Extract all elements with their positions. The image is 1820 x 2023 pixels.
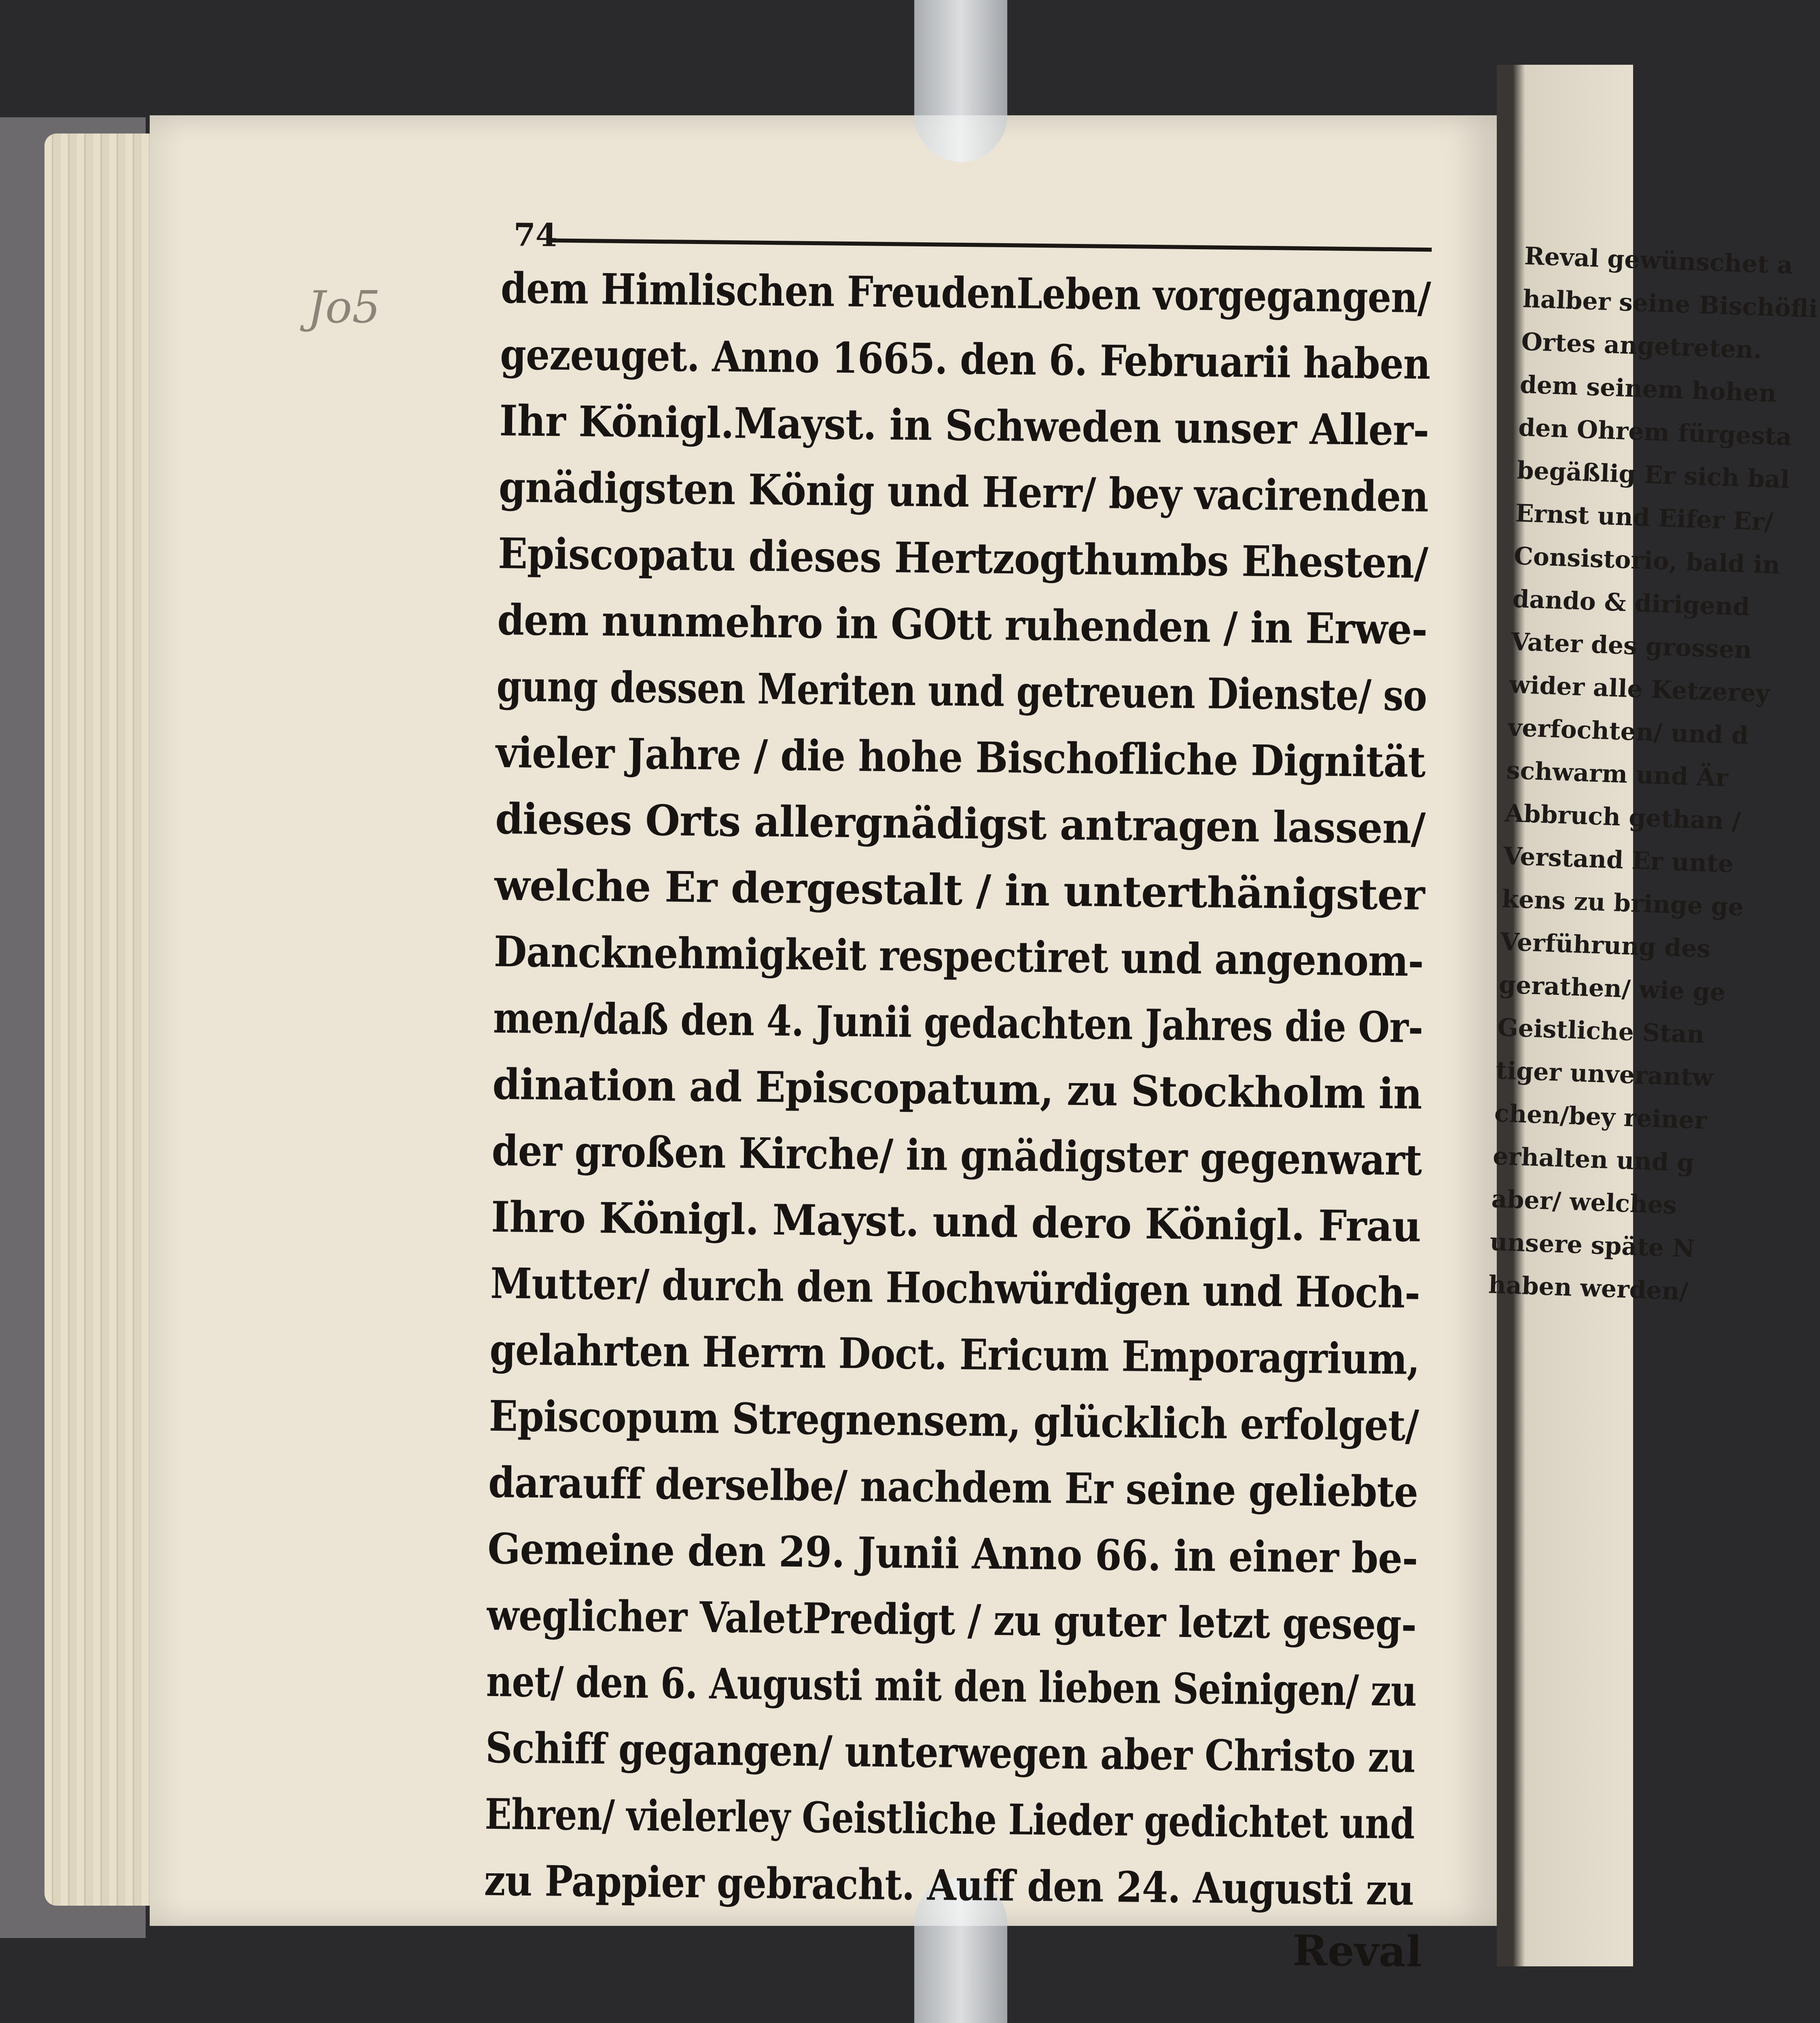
catchword: Reval xyxy=(1292,1925,1422,1977)
text-line: Episcopatu dieses Hertzogthumbs Ehesten/ xyxy=(498,528,1428,588)
text-line: zu Pappier gebracht. Auff den 24. Augusti zu xyxy=(484,1855,1414,1915)
text-line: vieler Jahre / die hohe Bischofliche Dignität xyxy=(496,727,1426,787)
text-line: gung dessen Meriten und getreuen Dienste/ so xyxy=(496,661,1427,721)
facing-line: schwarm und Är xyxy=(1506,756,1729,793)
facing-line: haben werden/ xyxy=(1488,1270,1689,1306)
header-rule xyxy=(550,238,1432,252)
facing-page xyxy=(1488,65,1818,1966)
text-line: weglicher ValetPredigt / zu guter letzt geseg- xyxy=(487,1590,1417,1650)
facing-line: den Ohrem fürgesta xyxy=(1518,413,1792,452)
facing-line: chen/bey reiner xyxy=(1494,1099,1708,1135)
text-line: dem Himlischen FreudenLeben vorgegangen/ xyxy=(500,263,1431,323)
facing-line: Geistliche Stan xyxy=(1497,1013,1705,1049)
facing-line: Verführung des xyxy=(1500,927,1711,964)
page-clip-top xyxy=(914,0,1007,162)
text-line: gnädigsten König und Herr/ bey vacirenden xyxy=(498,462,1429,522)
facing-line: gerathen/ wie ge xyxy=(1498,970,1726,1007)
text-line: darauff derselbe/ nachdem Er seine geliebte xyxy=(488,1457,1418,1517)
facing-page-text xyxy=(1488,235,1818,1310)
facing-line: Vater des grossen xyxy=(1510,628,1752,665)
pencil-annotation: Jo5 xyxy=(307,281,381,333)
facing-line: Verstand Er unte xyxy=(1503,842,1734,878)
facing-line: wider alle Ketzerey xyxy=(1509,670,1771,708)
text-line: der großen Kirche/ in gnädigster gegenwart xyxy=(492,1125,1422,1185)
facing-line: aber/ welches xyxy=(1491,1185,1677,1220)
facing-line: Ernst und Eifer Er/ xyxy=(1515,499,1774,536)
page-edges xyxy=(44,134,162,1906)
facing-line: Reval gewünschet a xyxy=(1523,242,1794,280)
text-line: net/ den 6. Augusti mit den lieben Seinigen/ zu xyxy=(486,1656,1417,1716)
facing-line: dando & dirigend xyxy=(1512,585,1750,621)
page-number: 74 xyxy=(513,216,558,254)
text-line: Gemeine den 29. Junii Anno 66. in einer be- xyxy=(487,1523,1418,1583)
facing-line: verfochten/ und d xyxy=(1507,713,1749,751)
facing-line: unsere späte N xyxy=(1489,1228,1695,1264)
text-line: gezeuget. Anno 1665. den 6. Februarii haben xyxy=(500,329,1430,389)
text-line: dieses Orts allergnädigst antragen lassen/ xyxy=(495,793,1426,853)
facing-line: Consistorio, bald in xyxy=(1513,542,1781,580)
text-line: welche Er dergestalt / in unterthänigster xyxy=(494,860,1425,920)
text-line: Schiff gegangen/ unterwegen aber Christo zu xyxy=(485,1722,1416,1782)
facing-line: tiger unverantw xyxy=(1495,1056,1714,1092)
text-line: Ehren/ vielerley Geistliche Lieder gedichtet und xyxy=(484,1789,1415,1849)
text-line: dem nunmehro in GOtt ruhenden / in Erwe- xyxy=(497,594,1428,655)
facing-line: Abbruch gethan / xyxy=(1504,799,1742,836)
facing-line: kens zu bringe ge xyxy=(1501,885,1744,922)
facing-line: Ortes angetreten. xyxy=(1521,327,1763,365)
text-line: dination ad Episcopatum, zu Stockholm in xyxy=(492,1059,1422,1119)
text-line: Dancknehmigkeit respectiret und angenom- xyxy=(494,926,1424,986)
facing-line: begäßlig Er sich bal xyxy=(1516,456,1790,494)
facing-line: erhalten und g xyxy=(1492,1142,1695,1177)
text-line: men/daß den 4. Junii gedachten Jahres die Or- xyxy=(493,992,1423,1052)
text-line: Mutter/ durch den Hochwürdigen und Hoch- xyxy=(490,1258,1420,1318)
text-line: Ihr Königl.Mayst. in Schweden unser Aller- xyxy=(499,395,1429,456)
main-text-block xyxy=(483,210,1448,1980)
facing-line: halber seine Bischöfli xyxy=(1522,284,1818,324)
text-line: Episcopum Stregnensem, glücklich erfolget/ xyxy=(489,1391,1419,1450)
text-line: gelahrten Herrn Doct. Ericum Emporagrium, xyxy=(489,1324,1420,1384)
facing-line: dem seinem hohen xyxy=(1519,370,1777,408)
text-line: Ihro Königl. Mayst. und dero Königl. Frau xyxy=(491,1192,1421,1251)
